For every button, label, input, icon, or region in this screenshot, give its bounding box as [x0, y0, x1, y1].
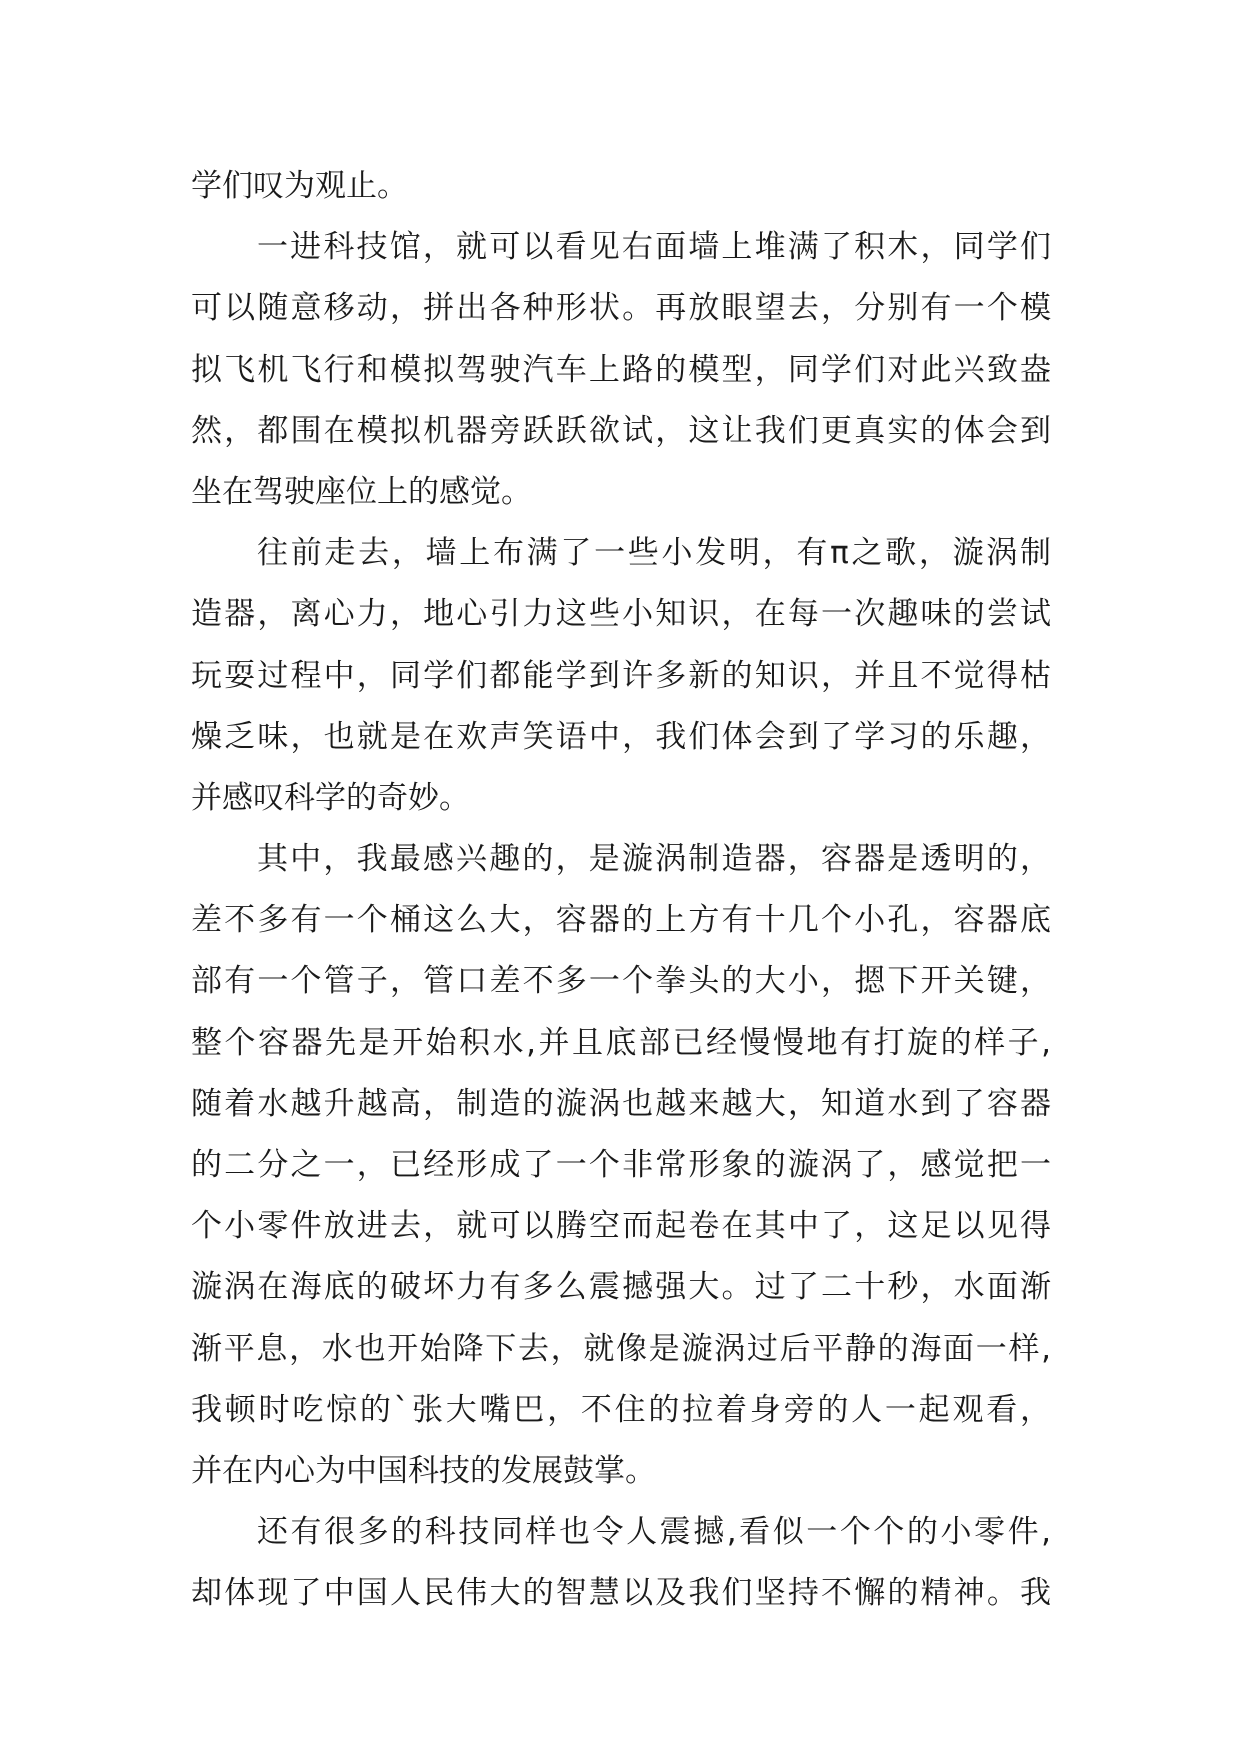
body-line: 玩耍过程中，同学们都能学到许多新的知识，并且不觉得枯: [191, 657, 1051, 694]
body-line: 差不多有一个桶这么大，容器的上方有十几个小孔，容器底: [191, 902, 1051, 939]
body-line: 漩涡在海底的破坏力有多么震撼强大。过了二十秒，水面渐: [191, 1269, 1051, 1306]
body-line: 造器，离心力，地心引力这些小知识，在每一次趣味的尝试: [191, 596, 1051, 633]
body-line: 我顿时吃惊的`张大嘴巴，不住的拉着身旁的人一起观看，: [191, 1391, 1051, 1428]
body-line: 并感叹科学的奇妙。: [191, 779, 470, 816]
body-line: 整个容器先是开始积水,并且底部已经慢慢地有打旋的样子,: [191, 1024, 1051, 1061]
body-line: 可以随意移动，拼出各种形状。再放眼望去，分别有一个模: [191, 290, 1051, 327]
body-line: 部有一个管子，管口差不多一个拳头的大小，摁下开关键，: [191, 963, 1051, 1000]
body-line: 学们叹为观止。: [191, 168, 408, 204]
body-line: 并在内心为中国科技的发展鼓掌。: [191, 1452, 656, 1489]
body-line: 的二分之一，已经形成了一个非常形象的漩涡了，感觉把一: [191, 1147, 1051, 1183]
body-line: 然，都围在模拟机器旁跃跃欲试，这让我们更真实的体会到: [191, 412, 1051, 449]
body-line: 坐在驾驶座位上的感觉。: [191, 473, 532, 510]
body-line: 往前走去，墙上布满了一些小发明，有π之歌，漩涡制: [257, 535, 1051, 572]
body-line: 渐平息，水也开始降下去，就像是漩涡过后平静的海面一样,: [191, 1330, 1051, 1367]
body-line: 随着水越升越高，制造的漩涡也越来越大，知道水到了容器: [191, 1085, 1051, 1122]
body-line: 其中，我最感兴趣的，是漩涡制造器，容器是透明的，: [257, 841, 1051, 878]
body-line: 燥乏味，也就是在欢声笑语中，我们体会到了学习的乐趣，: [191, 718, 1051, 755]
body-line: 个小零件放进去，就可以腾空而起卷在其中了，这足以见得: [191, 1208, 1051, 1245]
body-line: 却体现了中国人民伟大的智慧以及我们坚持不懈的精神。我: [191, 1575, 1051, 1612]
body-line: 拟飞机飞行和模拟驾驶汽车上路的模型，同学们对此兴致盎: [191, 351, 1051, 388]
body-line: 一进科技馆，就可以看见右面墙上堆满了积木，同学们: [257, 229, 1051, 266]
document-body: [191, 156, 1051, 1625]
body-line: 还有很多的科技同样也令人震撼,看似一个个的小零件,: [257, 1514, 1051, 1551]
